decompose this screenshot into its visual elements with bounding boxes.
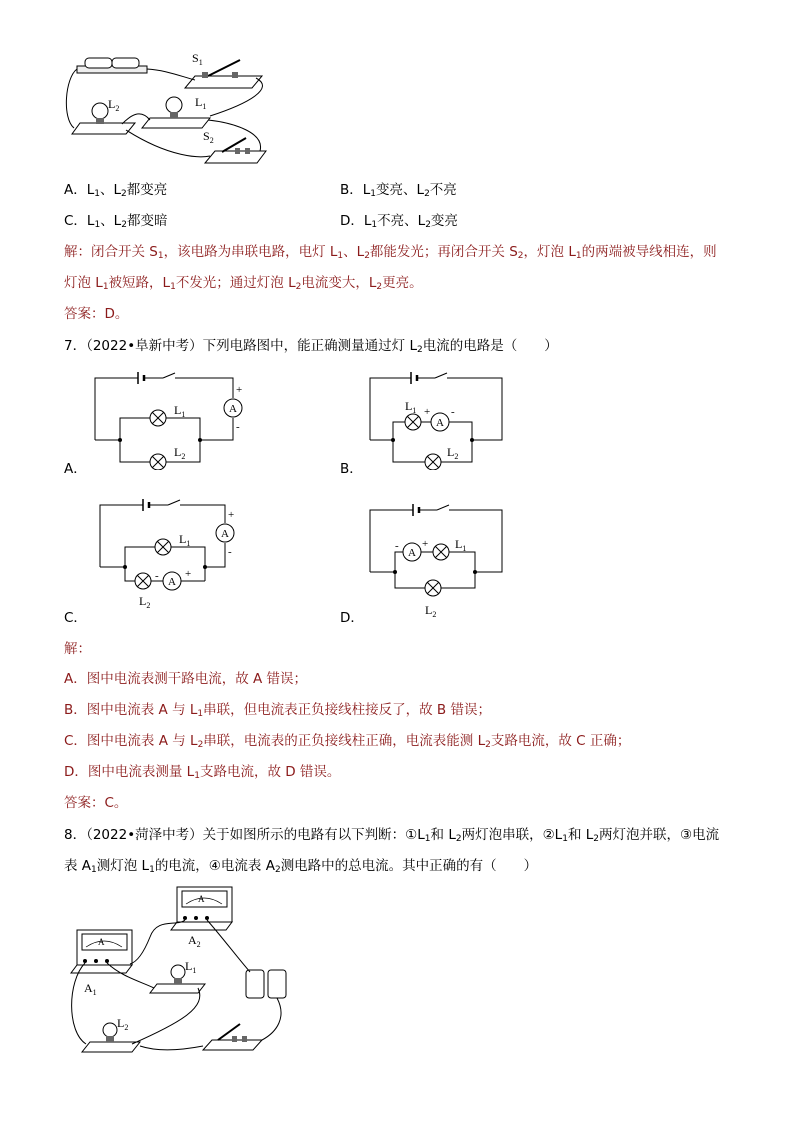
s2-label: $S_2$ bbox=[203, 129, 214, 145]
l1-label: $L_1$ bbox=[195, 95, 207, 111]
l1-label: $L_1$ bbox=[455, 537, 467, 553]
q7-solution-b: B．图中电流表 A 与 $L_1$串联，但电流表正负接线柱接反了，故 B 错误； bbox=[64, 702, 491, 719]
s1-label: $S_1$ bbox=[192, 51, 203, 67]
q7-solution-c: C．图中电流表 A 与 $L_2$串联，电流表的正负接线柱正确，电流表能测 $L_2$支路电流，故 C 正确； bbox=[64, 733, 631, 750]
q6-solution-line1: 解：闭合开关 $S_1$，该电路为串联电路，电灯 $L_1$、$L_2$都能发光；再闭合开关 $S_2$，灯泡 $L_1$的两端被导线相连，则 bbox=[64, 244, 717, 261]
circuit-label-c: C． bbox=[64, 610, 87, 626]
ammeter-b-label: A bbox=[436, 417, 444, 429]
plus-sign: + bbox=[422, 538, 429, 550]
ammeter-a-label: A bbox=[229, 403, 237, 415]
minus-sign: - bbox=[395, 540, 399, 552]
ammeter-a1-face: A bbox=[98, 937, 105, 947]
figure-q6-circuit bbox=[60, 48, 280, 174]
circuit-a bbox=[90, 370, 250, 470]
minus-sign: - bbox=[228, 546, 232, 558]
ammeter-a2-face: A bbox=[198, 894, 205, 904]
figure-q8-circuit bbox=[62, 882, 302, 1062]
l1-label: $L_1$ bbox=[174, 403, 186, 419]
l1-label: $L_1$ bbox=[179, 532, 191, 548]
ammeter-d-label: A bbox=[408, 547, 416, 559]
minus-sign: - bbox=[451, 406, 455, 418]
l1-label: $L_1$ bbox=[405, 399, 417, 415]
l2-label: $L_2$ bbox=[108, 97, 120, 113]
option-c: C．$L_1$、$L_2$都变暗 bbox=[64, 213, 168, 230]
q6-solution-line2: 灯泡 $L_1$被短路，$L_1$不发光；通过灯泡 $L_2$电流变大，$L_2$更亮。 bbox=[64, 275, 423, 292]
q7-answer: 答案：C。 bbox=[64, 795, 128, 811]
circuit-label-a: A． bbox=[64, 461, 87, 477]
circuit-c bbox=[95, 495, 245, 615]
q7-solution-head: 解： bbox=[64, 641, 91, 657]
circuit-label-b: B． bbox=[340, 461, 363, 477]
q6-answer: 答案：D。 bbox=[64, 306, 129, 322]
q7-solution-a: A．图中电流表测干路电流，故 A 错误； bbox=[64, 671, 308, 687]
q8-stem-line2: 表 $A_1$测灯泡 $L_1$的电流，④电流表 $A_2$测电路中的总电流。其中正确的有（ ） bbox=[64, 858, 538, 875]
option-b: B．$L_1$变亮、$L_2$不亮 bbox=[340, 182, 457, 199]
q8-stem-line1: 8．（2022•菏泽中考）关于如图所示的电路有以下判断：$①L_1$和 $L_2$两灯泡串联，$②L_1$和 $L_2$两灯泡并联，③电流 bbox=[64, 827, 720, 844]
circuit-b bbox=[365, 370, 515, 470]
plus-sign: + bbox=[185, 568, 192, 580]
l2-label: $L_2$ bbox=[139, 594, 151, 610]
plus-sign: + bbox=[228, 509, 235, 521]
circuit-label-d: D． bbox=[340, 610, 364, 626]
minus-sign: - bbox=[155, 570, 159, 582]
ammeter-c-label: A bbox=[221, 528, 229, 540]
l2-label: $L_2$ bbox=[174, 445, 186, 461]
l2-label: $L_2$ bbox=[117, 1016, 129, 1032]
ammeter-c2-label: A bbox=[168, 576, 176, 588]
q7-stem: 7．（2022•阜新中考）下列电路图中，能正确测量通过灯 $L_2$电流的电路是（ ） bbox=[64, 338, 558, 355]
l1-label: $L_1$ bbox=[185, 959, 197, 975]
minus-sign: - bbox=[236, 421, 240, 433]
a2-label: $A_2$ bbox=[188, 933, 201, 949]
a1-label: $A_1$ bbox=[84, 981, 97, 997]
circuit-d bbox=[365, 500, 515, 622]
q7-solution-d: D．图中电流表测量 $L_1$支路电流，故 D 错误。 bbox=[64, 764, 341, 781]
plus-sign: + bbox=[236, 384, 243, 396]
plus-sign: + bbox=[424, 406, 431, 418]
l2-label: $L_2$ bbox=[447, 445, 459, 461]
option-d: D．$L_1$不亮、$L_2$变亮 bbox=[340, 213, 458, 230]
l2-label: $L_2$ bbox=[425, 603, 437, 619]
option-a: A．$L_1$、$L_2$都变亮 bbox=[64, 182, 168, 199]
